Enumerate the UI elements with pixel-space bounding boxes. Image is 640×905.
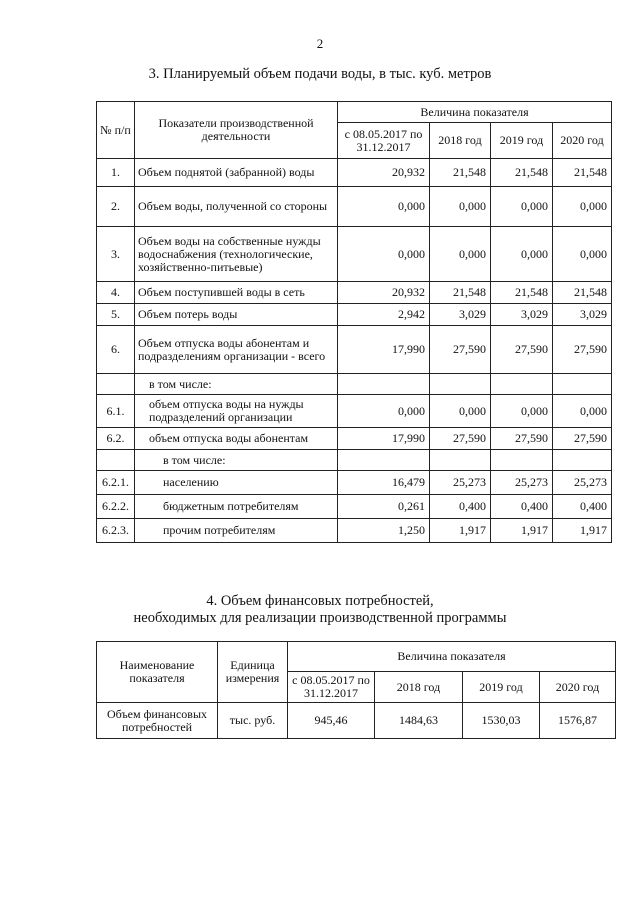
row-value: 1576,87 (540, 703, 616, 739)
row-name: Объем финансовых потребностей (97, 703, 218, 739)
section4-title-line2: необходимых для реализации производственной программы (133, 610, 507, 626)
header-value: Величина показателя (288, 642, 616, 672)
row-value: 0,000 (491, 187, 553, 227)
row-name: Объем потерь воды (135, 304, 338, 326)
header-name: Наименование показателя (97, 642, 218, 703)
row-value: 0,000 (430, 395, 491, 428)
row-value: 3,029 (491, 304, 553, 326)
row-name: Объем воды на собственные нужды водоснабжения (технологические, хозяйственно-питьевые) (135, 227, 338, 282)
row-name: объем отпуска воды абонентам (135, 428, 338, 450)
row-value: 2,942 (338, 304, 430, 326)
row-num: 6.2. (97, 428, 135, 450)
row-value: 0,000 (553, 187, 612, 227)
row-value: 0,000 (338, 227, 430, 282)
row-value (338, 450, 430, 471)
row-name: в том числе: (135, 450, 338, 471)
row-num: 6.2.1. (97, 471, 135, 495)
table-row (97, 326, 612, 374)
row-value (553, 374, 612, 395)
row-value: 0,261 (338, 495, 430, 519)
row-num: 6.1. (97, 395, 135, 428)
row-name: Объем отпуска воды абонентам и подразделениям организации - всего (135, 326, 338, 374)
row-value: 0,000 (553, 395, 612, 428)
section4-title-line1: 4. Объем финансовых потребностей, (206, 593, 434, 609)
header-value: Величина показателя (338, 102, 612, 123)
table-row (97, 374, 612, 395)
header-2020: 2020 год (540, 672, 616, 703)
row-num: 1. (97, 159, 135, 187)
table-row (97, 471, 612, 495)
row-value: 0,000 (338, 187, 430, 227)
row-value: 25,273 (430, 471, 491, 495)
row-num (97, 374, 135, 395)
row-value: 25,273 (553, 471, 612, 495)
row-value: 27,590 (430, 326, 491, 374)
row-value: 0,000 (553, 227, 612, 282)
row-num: 2. (97, 187, 135, 227)
row-value (430, 374, 491, 395)
row-value: 20,932 (338, 159, 430, 187)
row-value (491, 450, 553, 471)
water-supply-table (96, 101, 612, 543)
table-row (97, 519, 612, 543)
row-value: 0,400 (553, 495, 612, 519)
row-value: 3,029 (430, 304, 491, 326)
row-value (553, 450, 612, 471)
header-2018: 2018 год (430, 123, 491, 159)
row-value: 0,000 (430, 187, 491, 227)
row-name: в том числе: (135, 374, 338, 395)
row-num: 5. (97, 304, 135, 326)
row-value: 0,000 (338, 395, 430, 428)
table-row (97, 227, 612, 282)
row-value: 0,000 (430, 227, 491, 282)
row-value: 0,000 (491, 395, 553, 428)
row-value (430, 450, 491, 471)
page-number: 2 (316, 36, 324, 51)
row-value: 17,990 (338, 326, 430, 374)
row-value: 21,548 (553, 159, 612, 187)
header-indicator: Показатели производственной деятельности (135, 102, 338, 159)
row-value (491, 374, 553, 395)
table-row (97, 495, 612, 519)
row-value: 25,273 (491, 471, 553, 495)
row-value: 27,590 (491, 326, 553, 374)
row-name: Объем поступившей воды в сеть (135, 282, 338, 304)
header-2020: 2020 год (553, 123, 612, 159)
row-name: прочим потребителям (135, 519, 338, 543)
row-value: 27,590 (553, 326, 612, 374)
header-2018: 2018 год (375, 672, 463, 703)
table-row (97, 304, 612, 326)
row-value: 1,250 (338, 519, 430, 543)
row-value: 0,000 (491, 227, 553, 282)
section3-title: 3. Планируемый объем подачи воды, в тыс. куб. метров (148, 66, 492, 82)
row-value: 21,548 (491, 159, 553, 187)
row-value: 1,917 (553, 519, 612, 543)
header-period1: с 08.05.2017 по 31.12.2017 (288, 672, 375, 703)
header-2019: 2019 год (463, 672, 540, 703)
row-name: Объем поднятой (забранной) воды (135, 159, 338, 187)
row-value: 27,590 (553, 428, 612, 450)
header-2019: 2019 год (491, 123, 553, 159)
table-row (97, 159, 612, 187)
row-unit: тыс. руб. (218, 703, 288, 739)
row-value: 21,548 (430, 159, 491, 187)
row-value: 0,400 (430, 495, 491, 519)
table-row (97, 395, 612, 428)
row-value: 21,548 (491, 282, 553, 304)
row-value: 27,590 (491, 428, 553, 450)
row-value: 1,917 (430, 519, 491, 543)
table-row (97, 187, 612, 227)
header-period1: с 08.05.2017 по 31.12.2017 (338, 123, 430, 159)
row-num (97, 450, 135, 471)
row-name: Объем воды, полученной со стороны (135, 187, 338, 227)
row-num: 6.2.3. (97, 519, 135, 543)
row-value: 0,400 (491, 495, 553, 519)
table-row (97, 703, 616, 739)
table-row (97, 428, 612, 450)
row-value: 1484,63 (375, 703, 463, 739)
row-value: 16,479 (338, 471, 430, 495)
row-value: 17,990 (338, 428, 430, 450)
row-name: населению (135, 471, 338, 495)
row-value (338, 374, 430, 395)
header-num: № п/п (97, 102, 135, 159)
row-value: 20,932 (338, 282, 430, 304)
row-value: 3,029 (553, 304, 612, 326)
row-value: 945,46 (288, 703, 375, 739)
row-num: 6.2.2. (97, 495, 135, 519)
row-value: 21,548 (553, 282, 612, 304)
row-name: бюджетным потребителям (135, 495, 338, 519)
row-value: 1,917 (491, 519, 553, 543)
row-value: 1530,03 (463, 703, 540, 739)
row-num: 3. (97, 227, 135, 282)
row-num: 6. (97, 326, 135, 374)
row-value: 21,548 (430, 282, 491, 304)
row-name: объем отпуска воды на нужды подразделений организации (135, 395, 338, 428)
financial-needs-table (96, 641, 616, 739)
row-value: 27,590 (430, 428, 491, 450)
table-row (97, 450, 612, 471)
table-row (97, 282, 612, 304)
row-num: 4. (97, 282, 135, 304)
header-unit: Единица измерения (218, 642, 288, 703)
